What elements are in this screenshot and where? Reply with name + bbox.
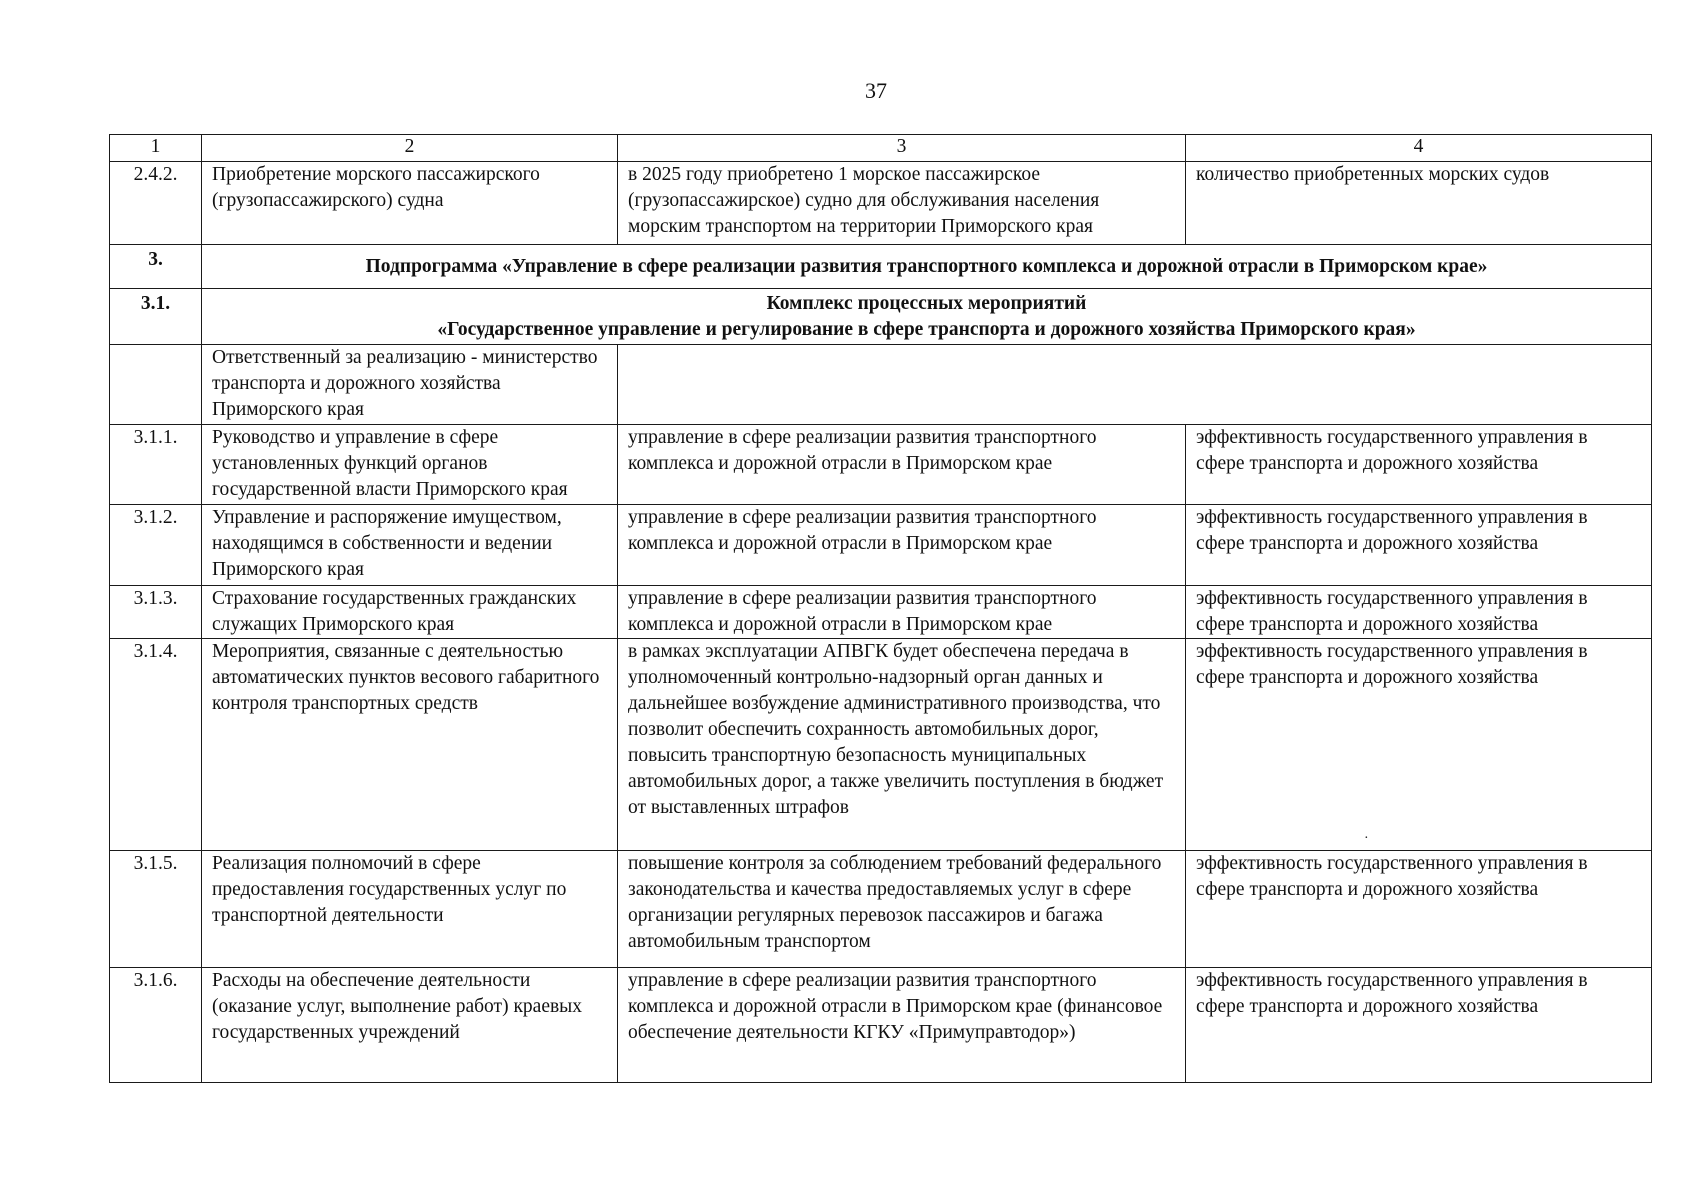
empty-cell	[618, 345, 1652, 425]
activity-name: Реализация полномочий в сфере предоставления государственных услуг по транспортной деятельности	[202, 851, 618, 968]
table-row	[110, 639, 1652, 851]
activity-indicator: эффективность государственного управления в сфере транспорта и дорожного хозяйства	[1186, 586, 1652, 639]
table-row	[110, 505, 1652, 586]
table-row	[110, 851, 1652, 968]
activity-result: управление в сфере реализации развития транспортного комплекса и дорожной отрасли в Приморском крае (финансовое обеспечение деятельности КГКУ «Примуправтодор»)	[618, 968, 1186, 1083]
column-number: 2	[202, 135, 618, 162]
activity-result: управление в сфере реализации развития транспортного комплекса и дорожной отрасли в Приморском крае	[618, 505, 1186, 586]
activity-name: Руководство и управление в сфере установленных функций органов государственной власти Приморского края	[202, 425, 618, 505]
row-number: 3.1.6.	[110, 968, 202, 1083]
empty-cell	[110, 345, 202, 425]
activity-result: в рамках эксплуатации АПВГК будет обеспечена передача в уполномоченный контрольно-надзорный орган данных и дальнейшее возбуждение административного производства, что позволит обеспечить сохранность автомобильных дорог, повысить транспортную безопасность муниципальных автомобильных дорог, а также увеличить поступления в бюджет от выставленных штрафов	[618, 639, 1186, 851]
activity-result: управление в сфере реализации развития транспортного комплекса и дорожной отрасли в Приморском крае	[618, 586, 1186, 639]
responsible-text: Ответственный за реализацию - министерство транспорта и дорожного хозяйства Приморского края	[202, 345, 618, 425]
table-row	[110, 425, 1652, 505]
activity-result: управление в сфере реализации развития транспортного комплекса и дорожной отрасли в Приморском крае	[618, 425, 1186, 505]
complex-title-line2: «Государственное управление и регулирование в сфере транспорта и дорожного хозяйства Приморского края»	[437, 318, 1416, 340]
section-number: 3.1.	[110, 289, 202, 345]
column-number: 3	[618, 135, 1186, 162]
scan-speck: ·	[1364, 831, 1369, 846]
activity-name: Страхование государственных гражданских служащих Приморского края	[202, 586, 618, 639]
complex-title	[202, 289, 1652, 345]
subprogram-title: Подпрограмма «Управление в сфере реализации развития транспортного комплекса и дорожной отрасли в Приморском крае»	[202, 245, 1652, 289]
column-number-row	[110, 135, 1652, 162]
activity-indicator: количество приобретенных морских судов	[1186, 162, 1652, 245]
row-number: 2.4.2.	[110, 162, 202, 245]
table-row	[110, 968, 1652, 1083]
table-row	[110, 162, 1652, 245]
activity-result: повышение контроля за соблюдением требований федерального законодательства и качества предоставляемых услуг в сфере организации регулярных перевозок пассажиров и багажа автомобильным транспортом	[618, 851, 1186, 968]
section-number: 3.	[110, 245, 202, 289]
activity-result: в 2025 году приобретено 1 морское пассажирское (грузопассажирское) судно для обслуживания населения морским транспортом на территории Приморского края	[618, 162, 1186, 245]
activity-indicator: эффективность государственного управления в сфере транспорта и дорожного хозяйства	[1186, 851, 1652, 968]
row-number: 3.1.4.	[110, 639, 202, 851]
complex-row	[110, 289, 1652, 345]
column-number: 1	[110, 135, 202, 162]
activity-name: Управление и распоряжение имуществом, находящимся в собственности и ведении Приморского края	[202, 505, 618, 586]
row-number: 3.1.1.	[110, 425, 202, 505]
activity-name: Расходы на обеспечение деятельности (оказание услуг, выполнение работ) краевых государственных учреждений	[202, 968, 618, 1083]
activity-indicator: эффективность государственного управления в сфере транспорта и дорожного хозяйства	[1186, 968, 1652, 1083]
activity-name: Приобретение морского пассажирского (грузопассажирского) судна	[202, 162, 618, 245]
responsible-row	[110, 345, 1652, 425]
row-number: 3.1.2.	[110, 505, 202, 586]
column-number: 4	[1186, 135, 1652, 162]
subprogram-row	[110, 245, 1652, 289]
activity-indicator: эффективность государственного управления в сфере транспорта и дорожного хозяйства	[1186, 425, 1652, 505]
activity-indicator: эффективность государственного управления в сфере транспорта и дорожного хозяйства	[1186, 505, 1652, 586]
complex-title-line1: Комплекс процессных мероприятий	[766, 292, 1087, 314]
row-number: 3.1.5.	[110, 851, 202, 968]
activities-table	[109, 134, 1652, 1083]
table-row	[110, 586, 1652, 639]
activity-indicator: эффективность государственного управления в сфере транспорта и дорожного хозяйства	[1186, 639, 1652, 851]
activity-name: Мероприятия, связанные с деятельностью автоматических пунктов весового габаритного контроля транспортных средств	[202, 639, 618, 851]
row-number: 3.1.3.	[110, 586, 202, 639]
page-number: 37	[865, 78, 887, 103]
